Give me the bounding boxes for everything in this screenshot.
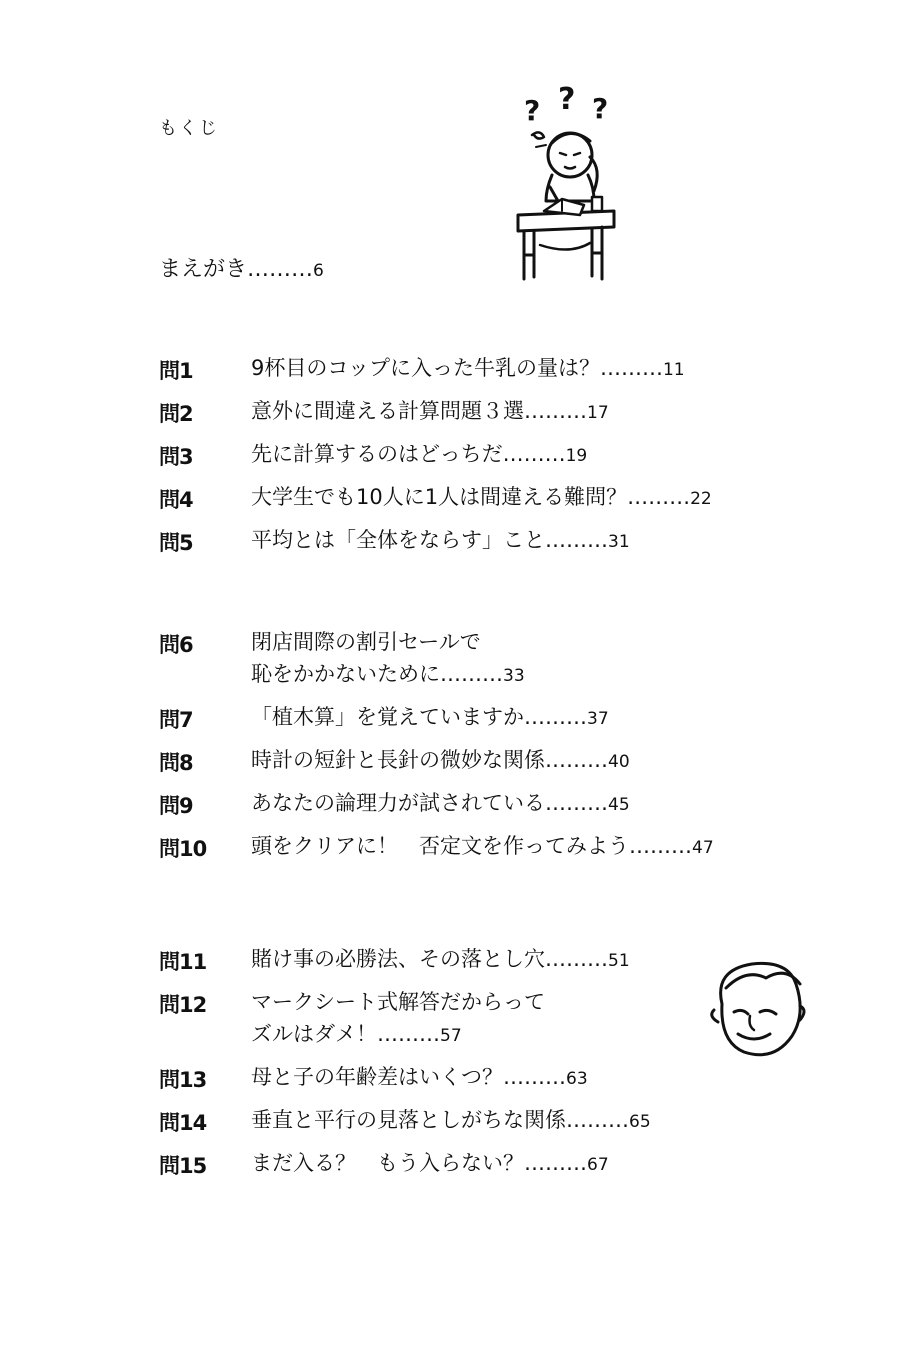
question-number: 問11 xyxy=(159,950,207,974)
question-title: マークシート式解答だからって ズルはダメ！………57 xyxy=(251,990,545,1046)
smiling-face-icon xyxy=(708,958,810,1058)
question-title: まだ入る？ もう入らない？………67 xyxy=(251,1151,609,1175)
question-number: 問1 xyxy=(159,359,193,383)
preface-title: まえがき xyxy=(159,257,248,282)
question-title: 頭をクリアに！ 否定文を作ってみよう………47 xyxy=(251,834,714,858)
preface-dots: ……… xyxy=(247,257,314,282)
question-number: 問4 xyxy=(159,488,193,512)
question-mark: ? xyxy=(592,92,609,125)
question-title: 先に計算するのはどっちだ………19 xyxy=(251,442,588,466)
question-number: 問2 xyxy=(159,402,193,426)
question-mark: ? xyxy=(558,85,576,117)
question-mark: ? xyxy=(524,94,541,127)
question-title: 賭け事の必勝法、その落とし穴………51 xyxy=(251,947,630,971)
toc-heading: もくじ xyxy=(159,118,219,139)
question-title: 時計の短針と長針の微妙な関係………40 xyxy=(251,748,630,772)
question-title: 母と子の年齢差はいくつ？………63 xyxy=(251,1065,588,1089)
question-number: 問5 xyxy=(159,531,193,555)
question-number: 問7 xyxy=(159,708,193,732)
question-number: 問10 xyxy=(159,837,207,861)
puzzled-child-at-desk-icon xyxy=(510,85,620,290)
question-title: 意外に間違える計算問題３選………17 xyxy=(251,399,609,423)
question-title: 閉店間際の割引セールで 恥をかかないために………33 xyxy=(251,630,525,686)
question-title: あなたの論理力が試されている………45 xyxy=(251,791,630,815)
question-number: 問14 xyxy=(159,1111,207,1135)
question-title: 平均とは「全体をならす」こと………31 xyxy=(251,528,630,552)
question-number: 問12 xyxy=(159,993,207,1017)
toc-preface[interactable] xyxy=(159,252,324,283)
question-number: 問3 xyxy=(159,445,193,469)
question-title: 大学生でも10人に1人は間違える難問？………22 xyxy=(251,485,712,509)
question-title: 「植木算」を覚えていますか………37 xyxy=(251,705,609,729)
question-number: 問8 xyxy=(159,751,193,775)
question-title: 垂直と平行の見落としがちな関係………65 xyxy=(251,1108,651,1132)
question-number: 問9 xyxy=(159,794,193,818)
question-number: 問13 xyxy=(159,1068,207,1092)
question-title: 9杯目のコップに入った牛乳の量は？………11 xyxy=(251,356,685,380)
preface-page: 6 xyxy=(313,261,324,281)
question-number: 問6 xyxy=(159,633,193,657)
question-number: 問15 xyxy=(159,1154,207,1178)
